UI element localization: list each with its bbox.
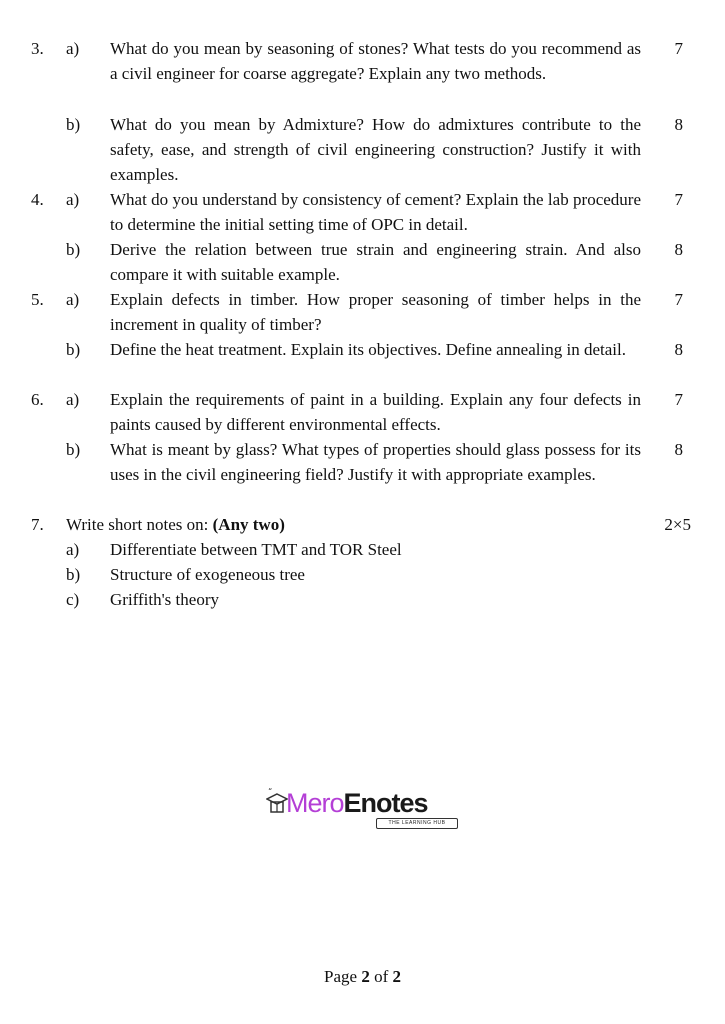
item-label: b) <box>66 565 81 584</box>
part-marks: 7 <box>674 290 683 309</box>
part-text: What do you understand by consistency of cement? Explain the lab procedure to determine the initial setting time of OPC in detail. <box>110 190 641 234</box>
svg-text:“: “ <box>268 788 273 796</box>
part-label: b) <box>66 440 81 459</box>
part-marks: 7 <box>674 390 683 409</box>
question-number: 6. <box>31 390 44 409</box>
logo-mero: Mero <box>286 788 344 818</box>
question-number: 5. <box>31 290 44 309</box>
part-label: b) <box>66 340 81 359</box>
logo-wordmark <box>286 788 428 819</box>
part-label: b) <box>66 240 81 259</box>
total-pages: 2 <box>392 967 401 986</box>
item-label: a) <box>66 540 80 559</box>
item-text: Structure of exogeneous tree <box>110 565 305 584</box>
item-label: c) <box>66 590 80 609</box>
part-text: Define the heat treatment. Explain its objectives. Define annealing in detail. <box>110 340 626 359</box>
footer-middle: of <box>369 967 393 986</box>
question-marks: 2×5 <box>664 515 691 534</box>
item-text: Griffith's theory <box>110 590 219 609</box>
logo-tagline: THE LEARNING HUB <box>376 818 458 829</box>
meroenotes-logo <box>266 782 461 830</box>
part-marks: 8 <box>674 340 683 359</box>
part-text: Derive the relation between true strain and engineering strain. And also compare it with suitable example. <box>110 240 641 284</box>
part-marks: 8 <box>674 440 683 459</box>
short-notes-heading <box>66 512 285 537</box>
part-label: a) <box>66 190 80 209</box>
question-number: 3. <box>31 39 44 58</box>
current-page: 2 <box>361 967 370 986</box>
page-footer <box>0 966 725 988</box>
part-text: What do you mean by Admixture? How do admixtures contribute to the safety, ease, and strength of civil engineering construction? Justify it with examples. <box>110 115 641 184</box>
part-marks: 7 <box>674 190 683 209</box>
footer-prefix: Page <box>324 967 362 986</box>
part-label: a) <box>66 390 80 409</box>
part-text: What do you mean by seasoning of stones? What tests do you recommend as a civil engineer for coarse aggregate? Explain any two methods. <box>110 39 641 83</box>
question-number: 4. <box>31 190 44 209</box>
item-text: Differentiate between TMT and TOR Steel <box>110 540 402 559</box>
part-marks: 7 <box>674 39 683 58</box>
part-text: Explain defects in timber. How proper seasoning of timber helps in the increment in quality of timber? <box>110 290 641 334</box>
part-marks: 8 <box>674 240 683 259</box>
heading-bold: (Any two) <box>212 515 285 534</box>
graduation-hat-icon <box>266 788 288 816</box>
part-text: What is meant by glass? What types of properties should glass possess for its uses in the civil engineering field? Justify it with appropriate examples. <box>110 440 641 484</box>
part-marks: 8 <box>674 115 683 134</box>
part-label: b) <box>66 115 81 134</box>
heading-text: Write short notes on: <box>66 515 213 534</box>
part-label: a) <box>66 39 80 58</box>
part-text: Explain the requirements of paint in a building. Explain any four defects in paints caused by different environmental effects. <box>110 390 641 434</box>
part-label: a) <box>66 290 80 309</box>
question-number: 7. <box>31 515 44 534</box>
logo-enotes: Enotes <box>343 788 428 818</box>
